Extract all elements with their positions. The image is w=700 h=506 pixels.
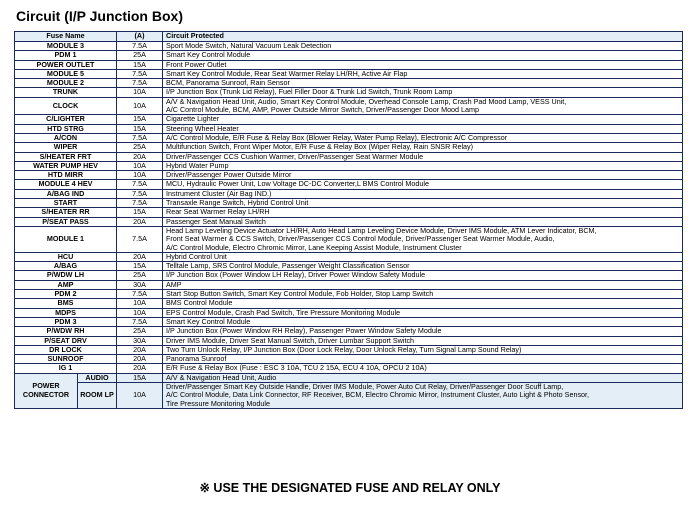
fuse-name-cell: CLOCK xyxy=(15,97,117,115)
circuit-protected-cell xyxy=(163,51,683,60)
circuit-protected-cell xyxy=(163,124,683,133)
amperage-cell: 25A xyxy=(117,51,163,60)
circuit-protected-cell xyxy=(163,382,683,408)
table-header-row xyxy=(15,32,683,42)
circuit-protected-cell xyxy=(163,171,683,180)
amperage-cell: 7.5A xyxy=(117,226,163,252)
circuit-protected-cell xyxy=(163,180,683,189)
amperage-cell: 7.5A xyxy=(117,189,163,198)
amperage-cell: 7.5A xyxy=(117,199,163,208)
amperage-cell: 7.5A xyxy=(117,42,163,51)
fuse-name-cell: IG 1 xyxy=(15,364,117,373)
circuit-line: Hybrid Water Pump xyxy=(166,161,229,170)
amperage-cell: 25A xyxy=(117,327,163,336)
circuit-line: Start Stop Button Switch, Smart Key Control Module, Fob Holder, Stop Lamp Switch xyxy=(166,289,434,299)
table-row xyxy=(15,299,683,308)
circuit-line: A/V & Navigation Head Unit, Audio, Smart Key Control Module, Overhead Console Lamp, Crash Pad Mood Lamp, VESS Unit, xyxy=(166,97,567,106)
fuse-name-cell: P/WDW LH xyxy=(15,271,117,280)
circuit-line: Transaxle Range Switch, Hybrid Control Unit xyxy=(166,198,309,208)
circuit-line: Passenger Seat Manual Switch xyxy=(166,217,266,226)
table-row xyxy=(15,226,683,252)
amperage-cell: 15A xyxy=(117,373,163,382)
table-row xyxy=(15,345,683,354)
fuse-name-cell: A/BAG IND xyxy=(15,189,117,198)
table-row xyxy=(15,336,683,345)
amperage-cell: 20A xyxy=(117,355,163,364)
amperage-cell: 30A xyxy=(117,280,163,289)
amperage-cell: 15A xyxy=(117,262,163,271)
table-row xyxy=(15,199,683,208)
circuit-line: A/C Control Module, Electro Chromic Mirror, Lane Keeping Assist Module, Instrument Cluster xyxy=(166,242,462,252)
circuit-line: A/C Control Module, E/R Fuse & Relay Box (Blower Relay, Water Pump Relay), Electronic A/C Compressor xyxy=(166,133,508,142)
circuit-line: Rear Seat Warmer Relay LH/RH xyxy=(166,207,270,217)
fuse-name-cell: START xyxy=(15,199,117,208)
table-row xyxy=(15,208,683,217)
table-row xyxy=(15,180,683,189)
circuit-line: E/R Fuse & Relay Box (Fuse : ESC 3 10A, TCU 2 15A, ECU 4 10A, OPCU 2 10A) xyxy=(166,363,427,373)
amperage-cell: 20A xyxy=(117,152,163,161)
circuit-protected-cell xyxy=(163,317,683,326)
fuse-name-cell: P/WDW RH xyxy=(15,327,117,336)
circuit-protected-cell xyxy=(163,217,683,226)
table-row xyxy=(15,51,683,60)
circuit-line: Driver/Passenger CCS Cushion Warmer, Driver/Passenger Seat Warmer Module xyxy=(166,152,424,161)
circuit-protected-cell xyxy=(163,79,683,88)
circuit-protected-cell xyxy=(163,327,683,336)
circuit-line: Instrument Cluster (Air Bag IND.) xyxy=(166,189,272,198)
circuit-line: BCM, Panorama Sunroof, Rain Sensor xyxy=(166,78,290,88)
table-row xyxy=(15,152,683,161)
table-row xyxy=(15,161,683,170)
table-row xyxy=(15,252,683,261)
fuse-name-cell: HTD STRG xyxy=(15,124,117,133)
amperage-cell: 7.5A xyxy=(117,180,163,189)
circuit-line: I/P Junction Box (Power Window RH Relay), Passenger Power Window Safety Module xyxy=(166,326,442,336)
circuit-protected-cell xyxy=(163,373,683,382)
amperage-cell: 7.5A xyxy=(117,69,163,78)
circuit-protected-cell xyxy=(163,355,683,364)
circuit-line: Two Turn Unlock Relay, I/P Junction Box (Door Lock Relay, Door Unlock Relay, Turn Signal Lamp Sound Relay) xyxy=(166,345,522,354)
circuit-protected-cell xyxy=(163,42,683,51)
table-row xyxy=(15,217,683,226)
circuit-protected-cell xyxy=(163,115,683,124)
power-connector-subitem-name: AUDIO xyxy=(85,372,109,382)
table-row xyxy=(15,97,683,115)
circuit-protected-cell xyxy=(163,189,683,198)
circuit-line: Front Power Outlet xyxy=(166,60,227,69)
power-connector-group xyxy=(15,374,116,408)
page-title: Circuit (I/P Junction Box) xyxy=(16,8,183,24)
circuit-line: I/P Junction Box (Power Window LH Relay), Driver Power Window Safety Module xyxy=(166,270,426,280)
table-row xyxy=(15,290,683,299)
amperage-cell: 25A xyxy=(117,143,163,152)
circuit-line: Driver/Passenger Smart Key Outside Handle, Driver IMS Module, Power Auto Cut Relay, Driver/Passenger Door Scuff Lamp, xyxy=(166,382,564,391)
amperage-cell: 10A xyxy=(117,308,163,317)
header-circuit-protected: Circuit Protected xyxy=(163,32,683,42)
circuit-protected-cell xyxy=(163,69,683,78)
table-row xyxy=(15,327,683,336)
circuit-line: Sport Mode Switch, Natural Vacuum Leak Detection xyxy=(166,41,332,50)
amperage-cell: 10A xyxy=(117,171,163,180)
fuse-name-cell: MODULE 2 xyxy=(15,79,117,88)
circuit-protected-cell xyxy=(163,97,683,115)
table-row xyxy=(15,280,683,289)
amperage-cell: 7.5A xyxy=(117,133,163,142)
table-row xyxy=(15,88,683,97)
table-row xyxy=(15,262,683,271)
fuse-name-cell: A/CON xyxy=(15,133,117,142)
table-row xyxy=(15,308,683,317)
circuit-line: A/C Control Module, BCM, AMP, Power Outside Mirror Switch, Driver/Passenger Door Mood Lamp xyxy=(166,105,480,115)
table-row xyxy=(15,133,683,142)
fuse-name-cell: SUNROOF xyxy=(15,355,117,364)
amperage-cell: 15A xyxy=(117,208,163,217)
table-row xyxy=(15,171,683,180)
circuit-line: A/V & Navigation Head Unit, Audio xyxy=(166,373,277,382)
circuit-line: Driver/Passenger Power Outside Mirror xyxy=(166,170,292,180)
fuse-name-cell: P/SEAT PASS xyxy=(15,217,117,226)
fuse-name-cell: MODULE 4 HEV xyxy=(15,180,117,189)
amperage-cell: 20A xyxy=(117,345,163,354)
amperage-cell: 15A xyxy=(117,60,163,69)
amperage-cell: 25A xyxy=(117,271,163,280)
circuit-protected-cell xyxy=(163,199,683,208)
circuit-line: Steering Wheel Heater xyxy=(166,124,239,133)
fuse-name-cell xyxy=(15,373,117,408)
circuit-protected-cell xyxy=(163,345,683,354)
fuse-table xyxy=(14,31,683,409)
amperage-cell: 7.5A xyxy=(117,79,163,88)
circuit-protected-cell xyxy=(163,152,683,161)
fuse-name-cell: PDM 2 xyxy=(15,290,117,299)
table-row xyxy=(15,373,683,382)
power-connector-subitem-name: ROOM LP xyxy=(78,382,116,408)
fuse-name-cell: S/HEATER FRT xyxy=(15,152,117,161)
fuse-name-cell: HCU xyxy=(15,252,117,261)
circuit-line: Cigarette Lighter xyxy=(166,114,220,124)
amperage-cell: 30A xyxy=(117,336,163,345)
fuse-name-cell: MDPS xyxy=(15,308,117,317)
table-row xyxy=(15,42,683,51)
fuse-name-cell: P/SEAT DRV xyxy=(15,336,117,345)
circuit-line: EPS Control Module, Crash Pad Switch, Tire Pressure Monitoring Module xyxy=(166,308,401,317)
circuit-protected-cell xyxy=(163,208,683,217)
circuit-protected-cell xyxy=(163,88,683,97)
circuit-line: Head Lamp Leveling Device Actuator LH/RH, Auto Head Lamp Leveling Device Module, Driver IMS Module, ATM Lever Indicator, BCM, xyxy=(166,226,597,235)
circuit-protected-cell xyxy=(163,161,683,170)
circuit-protected-cell xyxy=(163,143,683,152)
circuit-protected-cell xyxy=(163,299,683,308)
table-row xyxy=(15,317,683,326)
table-row xyxy=(15,271,683,280)
circuit-line: I/P Junction Box (Trunk Lid Relay), Fuel Filler Door & Trunk Lid Switch, Trunk Room Lamp xyxy=(166,87,453,97)
table-row xyxy=(15,355,683,364)
circuit-protected-cell xyxy=(163,252,683,261)
fuse-name-cell: MODULE 5 xyxy=(15,69,117,78)
amperage-cell: 20A xyxy=(117,364,163,373)
amperage-cell: 20A xyxy=(117,217,163,226)
table-row xyxy=(15,115,683,124)
amperage-cell: 10A xyxy=(117,97,163,115)
fuse-name-cell: MODULE 1 xyxy=(15,226,117,252)
circuit-protected-cell xyxy=(163,226,683,252)
table-row xyxy=(15,143,683,152)
circuit-protected-cell xyxy=(163,262,683,271)
fuse-name-cell: PDM 1 xyxy=(15,51,117,60)
circuit-protected-cell xyxy=(163,271,683,280)
table-row xyxy=(15,189,683,198)
fuse-name-cell: MODULE 3 xyxy=(15,42,117,51)
fuse-name-cell: A/BAG xyxy=(15,262,117,271)
circuit-line: Smart Key Control Module xyxy=(166,50,251,60)
table-row xyxy=(15,124,683,133)
table-row xyxy=(15,60,683,69)
header-amperage: (A) xyxy=(117,32,163,42)
amperage-cell: 7.5A xyxy=(117,290,163,299)
header-fuse-name: Fuse Name xyxy=(15,32,117,42)
circuit-line: A/C Control Module, Data Link Connector, RF Receiver, BCM, Electro Chromic Mirror, Instrument Cluster, Auto Light & Photo Sensor, xyxy=(166,390,590,400)
fuse-name-cell: WIPER xyxy=(15,143,117,152)
table-row xyxy=(15,79,683,88)
circuit-protected-cell xyxy=(163,133,683,142)
circuit-line: Front Seat Warmer & CCS Switch, Driver/Passenger CCS Control Module, Driver/Passenger Seat Warmer Module, Audio, xyxy=(166,234,555,244)
amperage-cell: 20A xyxy=(117,252,163,261)
circuit-protected-cell xyxy=(163,60,683,69)
designated-fuse-note: ※ USE THE DESIGNATED FUSE AND RELAY ONLY xyxy=(199,481,501,495)
fuse-name-cell: DR LOCK xyxy=(15,345,117,354)
circuit-protected-cell xyxy=(163,336,683,345)
amperage-cell: 10A xyxy=(117,299,163,308)
circuit-line: Telltale Lamp, SRS Control Module, Passenger Weight Classification Sensor xyxy=(166,261,410,271)
fuse-name-cell: C/LIGHTER xyxy=(15,115,117,124)
amperage-cell: 15A xyxy=(117,115,163,124)
power-connector-label: POWER CONNECTOR xyxy=(15,374,78,408)
amperage-cell: 10A xyxy=(117,88,163,97)
fuse-name-cell: S/HEATER RR xyxy=(15,208,117,217)
amperage-cell: 15A xyxy=(117,124,163,133)
circuit-line: Tire Pressure Monitoring Module xyxy=(166,398,270,408)
circuit-line: Smart Key Control Module xyxy=(166,317,251,326)
fuse-name-cell: BMS xyxy=(15,299,117,308)
circuit-line: Smart Key Control Module, Rear Seat Warmer Relay LH/RH, Active Air Flap xyxy=(166,69,408,78)
fuse-name-cell: TRUNK xyxy=(15,88,117,97)
fuse-name-cell: POWER OUTLET xyxy=(15,60,117,69)
circuit-protected-cell xyxy=(163,364,683,373)
circuit-line: Hybrid Control Unit xyxy=(166,252,227,261)
amperage-cell: 10A xyxy=(117,161,163,170)
table-row xyxy=(15,69,683,78)
circuit-line: MCU, Hydraulic Power Unit, Low Voltage DC-DC Converter,L BMS Control Module xyxy=(166,179,429,189)
circuit-protected-cell xyxy=(163,280,683,289)
circuit-line: AMP xyxy=(166,280,182,289)
fuse-name-cell: HTD MIRR xyxy=(15,171,117,180)
circuit-line: BMS Control Module xyxy=(166,298,233,308)
fuse-name-cell: AMP xyxy=(15,280,117,289)
circuit-protected-cell xyxy=(163,308,683,317)
amperage-cell: 7.5A xyxy=(117,317,163,326)
circuit-line: Multifunction Switch, Front Wiper Motor, E/R Fuse & Relay Box (Wiper Relay, Rain SNSR Relay) xyxy=(166,142,474,152)
fuse-name-cell: PDM 3 xyxy=(15,317,117,326)
fuse-name-cell: WATER PUMP HEV xyxy=(15,161,117,170)
circuit-protected-cell xyxy=(163,290,683,299)
amperage-cell: 10A xyxy=(117,382,163,408)
circuit-line: Driver IMS Module, Driver Seat Manual Switch, Driver Lumbar Support Switch xyxy=(166,336,415,345)
table-row xyxy=(15,364,683,373)
circuit-line: Panorama Sunroof xyxy=(166,354,227,364)
